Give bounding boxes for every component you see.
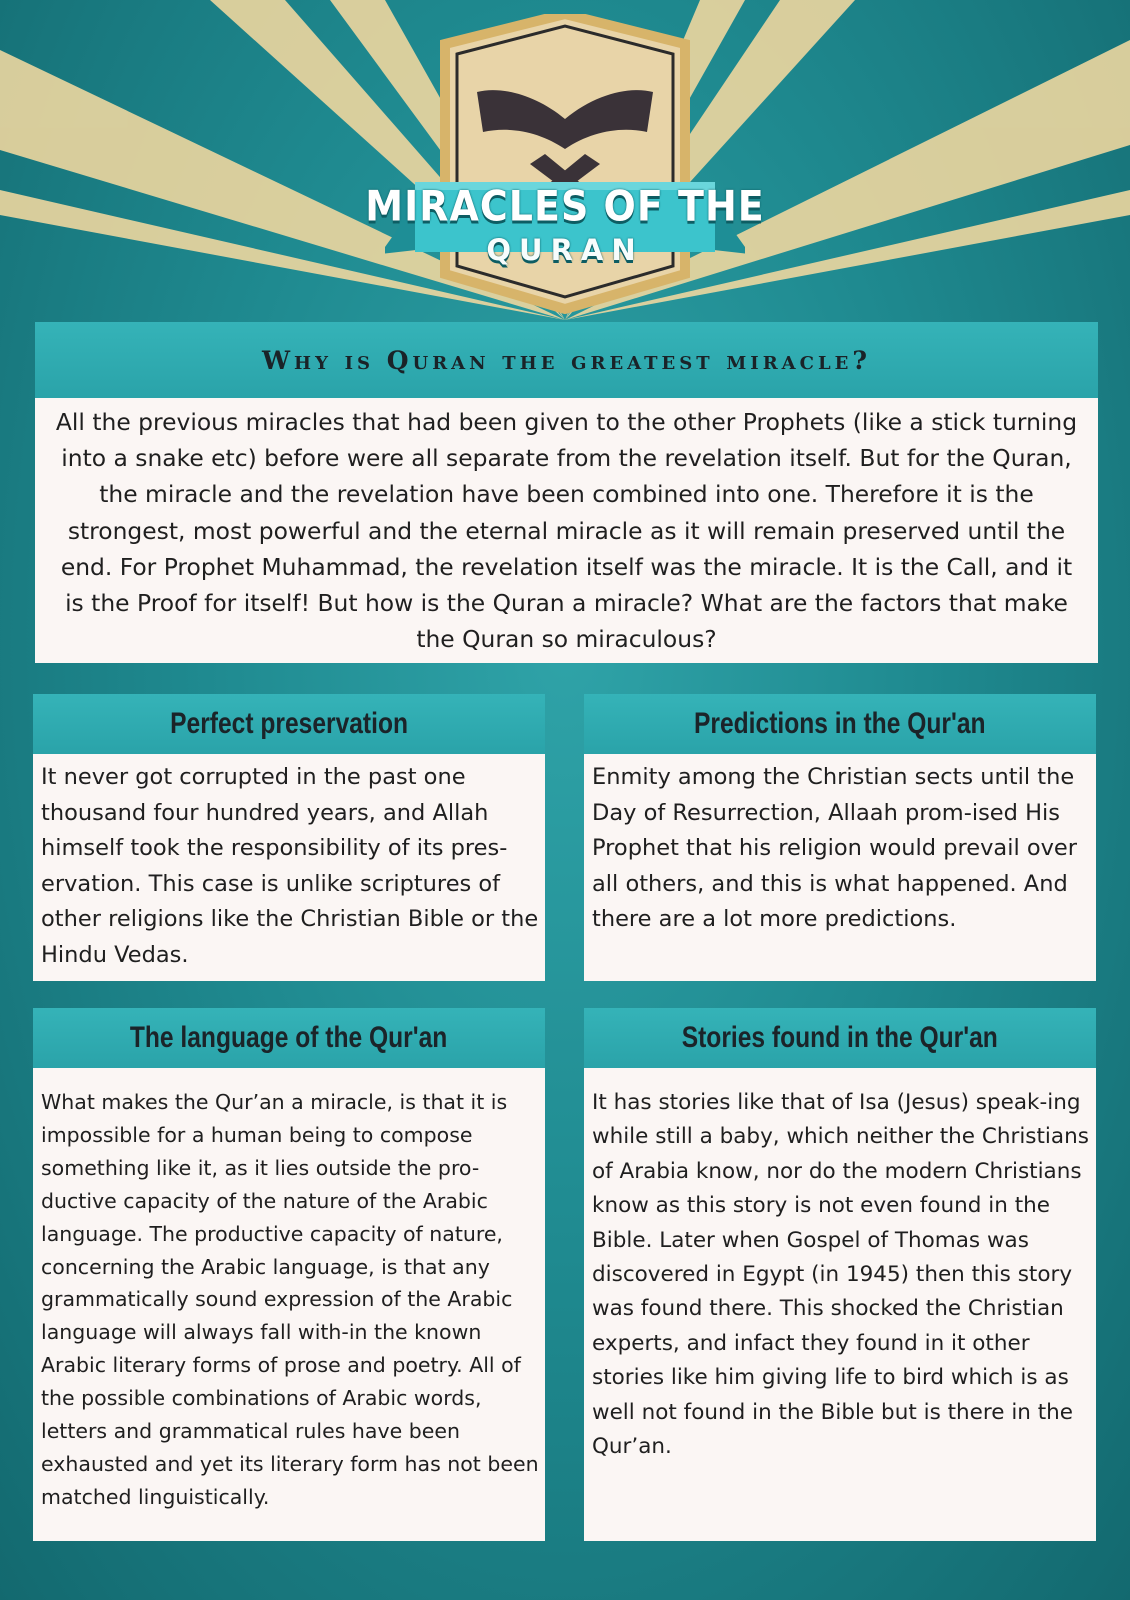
card-predictions [584, 694, 1096, 981]
card-title: Stories found in the Qur'an [681, 1021, 999, 1054]
logo-title-line1: MIRACLES OF THE [365, 181, 765, 231]
intro-body: All the previous miracles that had been given to the other Prophets (like a stick turning into a snake etc) before were all separate from the revelation itself. But for the Quran, the miracle and the revelation have been combined into one. Therefore it is the strongest, most powerful and the eternal miracle as it will remain preserved until the end. For Prophet Muhammad, the revelation itself was the miracle. It is the Call, and it is the Proof for itself! But how is the Quran a miracle? What are the factors that make the Quran so miraculous? [35, 398, 1098, 663]
card-heading-bar [33, 694, 545, 754]
card-title: The language of the Qur'an [130, 1021, 448, 1054]
emblem-shield [385, 14, 745, 314]
card-heading-bar [584, 1008, 1096, 1068]
card-body: It never got corrupted in the past one thousand four hundred years, and Allah himself took the responsibility of its pres-ervation. This case is unlike scriptures of other religions like the Christian Bible or the Hindu Vedas. [33, 754, 545, 981]
intro-heading: Why is Quran the greatest miracle? [261, 345, 871, 375]
card-body: What makes the Qur’an a miracle, is that it is impossible for a human being to compose something like it, as it lies outside the pro-ductive capacity of the nature of the Arabic language. The productive capacity of nature, concerning the Arabic language, is that any grammatically sound expression of the Arabic language will always fall with-in the known Arabic literary forms of prose and poetry. All of the possible combinations of Arabic words, letters and grammatical rules have been exhausted and yet its literary form has not been matched linguistically. [33, 1068, 545, 1541]
card-heading-bar [33, 1008, 545, 1068]
card-language [33, 1008, 545, 1541]
card-perfect-preservation [33, 694, 545, 981]
intro-panel [35, 322, 1098, 663]
card-title: Perfect preservation [170, 707, 408, 740]
intro-heading-bar [35, 322, 1098, 398]
card-body: It has stories like that of Isa (Jesus) speak-ing while still a baby, which neither the Christians of Arabia know, nor do the modern Christians know as this story is not even found in the Bible. Later when Gospel of Thomas was discovered in Egypt (in 1945) then this story was found there. This shocked the Christian experts, and infact they found in it other stories like him giving life to bird which is as well not found in the Bible but is there in the Qur’an. [584, 1068, 1096, 1541]
card-heading-bar [584, 694, 1096, 754]
card-stories [584, 1008, 1096, 1541]
card-body: Enmity among the Christian sects until the Day of Resurrection, Allaah prom-ised His Prophet that his religion would prevail over all others, and this is what happened. And there are a lot more predictions. [584, 754, 1096, 981]
logo-title-line2: QURAN [486, 233, 644, 267]
card-title: Predictions in the Qur'an [694, 707, 986, 740]
